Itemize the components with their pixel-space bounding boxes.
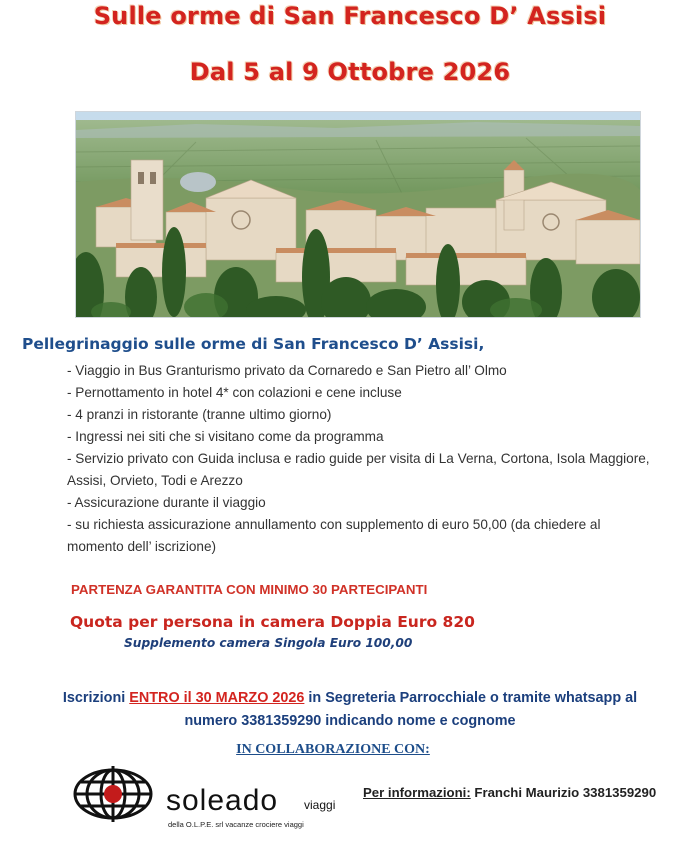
assisi-panorama-image: [75, 111, 641, 318]
contact-value: Franchi Maurizio 3381359290: [474, 785, 657, 800]
list-item: - Viaggio in Bus Granturismo privato da Cornaredo e San Pietro all’ Olmo: [67, 363, 507, 378]
contact-label: Per informazioni:: [363, 785, 471, 800]
poster-title: Sulle orme di San Francesco D’ Assisi: [93, 2, 607, 30]
price-per-person: Quota per persona in camera Doppia Euro 820: [70, 613, 475, 631]
list-item: - Pernottamento in hotel 4* con colazioni e cene incluse: [67, 385, 402, 400]
logo-suffix: viaggi: [304, 798, 336, 812]
guaranteed-departure-note: PARTENZA GARANTITA CON MINIMO 30 PARTECIPANTI: [71, 582, 428, 597]
enrollment-info: [0, 687, 700, 733]
logo-name: soleado: [166, 784, 279, 817]
enroll-deadline: ENTRO il 30 MARZO 2026: [129, 690, 305, 706]
list-item: - Ingressi nei siti che si visitano come da programma: [67, 429, 384, 444]
soleado-viaggi-logo: [68, 760, 368, 835]
list-item: - su richiesta assicurazione annullamento con supplemento di euro 50,00 (da chiedere al momento dell’ iscrizione): [67, 517, 601, 554]
trip-dates: Dal 5 al 9 Ottobre 2026: [189, 58, 511, 86]
enroll-location: in Segreteria Parrocchiale o tramite whatsapp al: [308, 690, 638, 706]
contact-info: [363, 785, 656, 800]
collaboration-heading: IN COLLABORAZIONE CON:: [236, 742, 430, 757]
list-item: - Assicurazione durante il viaggio: [67, 495, 266, 510]
list-item: - Servizio privato con Guida inclusa e radio guide per visita di La Verna, Cortona, Isola Maggiore, Assisi, Orvieto, Todi e Arezzo: [67, 451, 650, 488]
logo-tagline: della O.L.P.E. srl vacanze crociere viaggi: [168, 820, 304, 829]
single-room-supplement: Supplemento camera Singola Euro 100,00: [124, 636, 413, 650]
pilgrimage-intro: Pellegrinaggio sulle orme di San Francesco D’ Assisi,: [22, 335, 485, 353]
enroll-phone-line: numero 3381359290 indicando nome e cognome: [184, 713, 516, 729]
list-item: - 4 pranzi in ristorante (tranne ultimo giorno): [67, 407, 332, 422]
included-services-list: [67, 360, 657, 558]
enroll-prefix: Iscrizioni: [62, 690, 126, 706]
